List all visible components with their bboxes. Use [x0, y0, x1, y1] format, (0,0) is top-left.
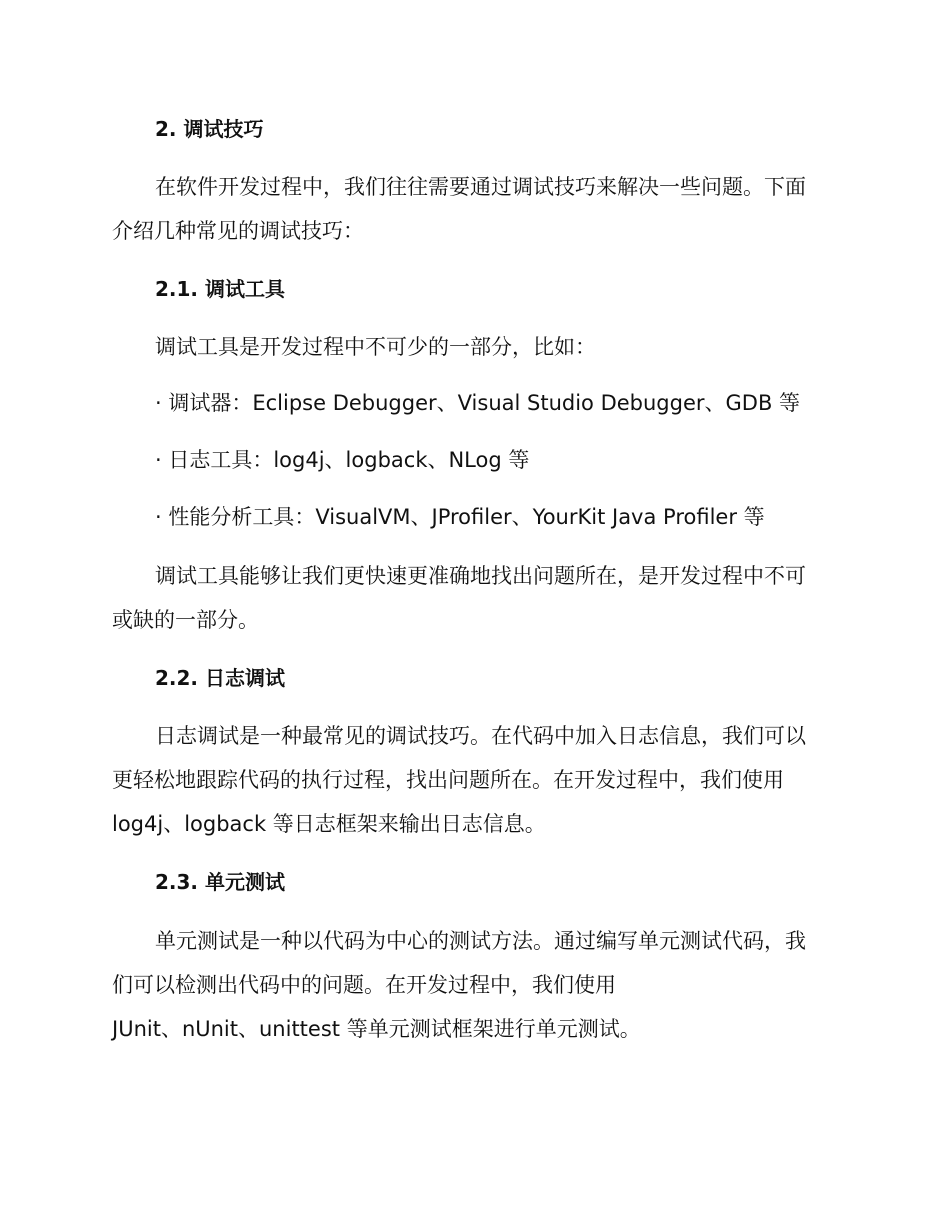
paragraph-line: 调试工具能够让我们更快速更准确地找出问题所在，是开发过程中不可: [155, 564, 806, 588]
paragraph-line: log4j、logback 等日志框架来输出日志信息。: [112, 812, 546, 836]
paragraph-line: 单元测试是一种以代码为中心的测试方法。通过编写单元测试代码，我: [155, 929, 806, 953]
paragraph-line: 们可以检测出代码中的问题。在开发过程中，我们使用: [112, 973, 616, 997]
paragraph-line: 日志调试是一种最常见的调试技巧。在代码中加入日志信息，我们可以: [155, 724, 806, 748]
paragraph-line: 或缺的一部分。: [112, 608, 259, 632]
section-heading-2: 2. 调试技巧: [155, 117, 264, 141]
paragraph-line: 调试工具是开发过程中不可少的一部分，比如：: [155, 335, 596, 359]
bullet-item: · 调试器：Eclipse Debugger、Visual Studio Debugger、GDB 等: [155, 391, 801, 415]
paragraph-line: 介绍几种常见的调试技巧：: [112, 219, 364, 243]
bullet-item: · 性能分析工具：VisualVM、JProfiler、YourKit Java Profiler 等: [155, 505, 765, 529]
paragraph-line: 更轻松地跟踪代码的执行过程，找出问题所在。在开发过程中，我们使用: [112, 768, 784, 792]
section-heading-2-1: 2.1. 调试工具: [155, 277, 285, 301]
section-heading-2-3: 2.3. 单元测试: [155, 870, 285, 894]
paragraph-line: JUnit、nUnit、unittest 等单元测试框架进行单元测试。: [112, 1017, 641, 1041]
section-heading-2-2: 2.2. 日志调试: [155, 666, 285, 690]
bullet-item: · 日志工具：log4j、logback、NLog 等: [155, 448, 530, 472]
paragraph-line: 在软件开发过程中，我们往往需要通过调试技巧来解决一些问题。下面: [155, 175, 806, 199]
